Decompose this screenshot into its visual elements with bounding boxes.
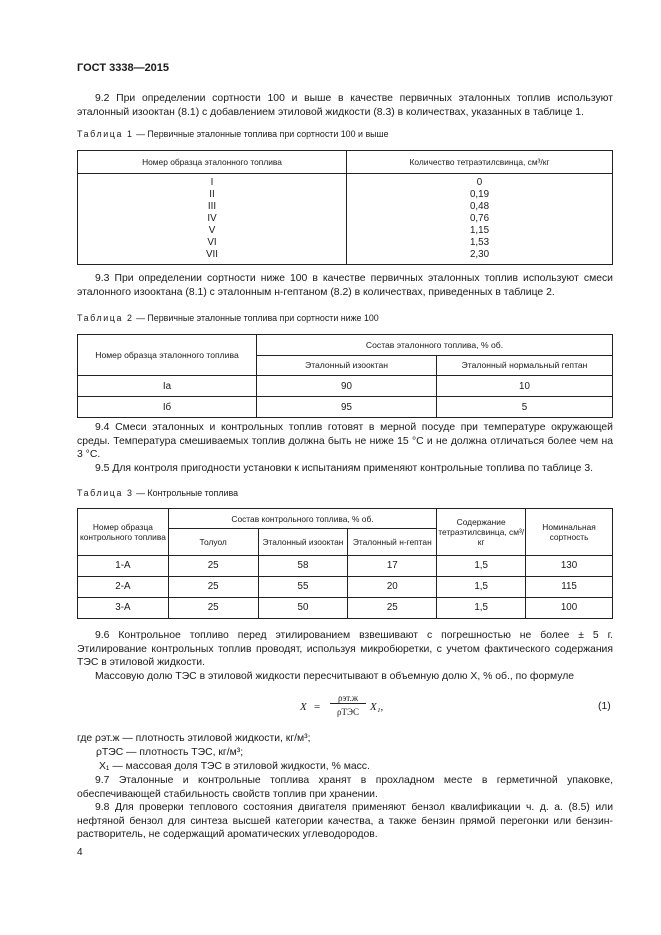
table3-row3-isooctane: 50	[258, 598, 348, 619]
table2-row2-number: Iб	[78, 397, 257, 418]
table1-caption-text: — Первичные эталонные топлива при сортности 100 и выше	[133, 129, 389, 139]
formula-denominator: ρТЭС	[337, 707, 359, 717]
table1-value: 1,53	[469, 237, 490, 248]
formula-where-1: где ρэт.ж — плотность этиловой жидкости, кг/м³;	[77, 733, 311, 744]
table3-row3-toluene: 25	[168, 598, 258, 619]
table2-row1-heptane: 10	[437, 376, 613, 397]
table1-number: IV	[207, 213, 217, 224]
table1-number: V	[208, 225, 216, 236]
table3-row2-isooctane: 55	[258, 577, 348, 598]
table3-caption	[77, 488, 238, 498]
table3-row2-toluene: 25	[168, 577, 258, 598]
paragraph-9-6: 9.6 Контрольное топливо перед этилированием взвешивают с погрешностью не более ± 5 г. Этилирование контрольных топлив проводят, используя микробюретки, с учетом фактического содержания ТЭС в этиловой жидкости.	[77, 630, 613, 669]
table3-caption-text: — Контрольные топлива	[133, 488, 239, 498]
table1-number: VII	[206, 249, 218, 260]
formula-where-2: ρТЭС — плотность ТЭС, кг/м³;	[96, 747, 244, 758]
table2-caption-label: Таблица 2	[77, 313, 134, 323]
formula-where-3: X₁ — массовая доля ТЭС в этиловой жидкости, % масс.	[99, 761, 370, 772]
paragraph-9-5: 9.5 Для контроля пригодности установки к испытаниям применяют контрольные топлива по таблице 3.	[95, 463, 593, 474]
table3-header-heptane: Эталонный н-гептан	[348, 529, 437, 556]
table1-value: 0,48	[469, 201, 490, 212]
table1-value: 0	[476, 177, 483, 188]
table2-header-heptane: Эталонный нормальный гептан	[437, 355, 613, 376]
table1-header-tes: Количество тетраэтилсвинца, см³/кг	[347, 151, 613, 174]
table1-value: 0,19	[469, 189, 490, 200]
paragraph-9-2: 9.2 При определении сортности 100 и выше в качестве первичных эталонных топлив используют эталонный изооктан (8.1) с добавлением этиловой жидкости (8.3) в количествах, указанных в таблице 1.	[77, 93, 613, 118]
formula-numerator: ρэт.ж	[330, 693, 366, 704]
table-1	[77, 150, 613, 265]
table3-header-group: Состав контрольного топлива, % об.	[168, 509, 436, 529]
document-header: ГОСТ 3338—2015	[77, 62, 170, 74]
table2-row1-number: Iа	[78, 376, 257, 397]
table1-caption-label: Таблица 1	[77, 129, 134, 139]
table3-row2-nominal: 115	[526, 577, 613, 598]
table3-header-nominal: Номинальная сортность	[526, 509, 613, 556]
table3-row1-heptane: 17	[348, 556, 437, 577]
table3-row2-heptane: 20	[348, 577, 437, 598]
table3-row3-nominal: 100	[526, 598, 613, 619]
paragraph-9-7: 9.7 Эталонные и контрольные топлива хранят в прохладном месте в герметичной упаковке, обеспечивающей стабильность свойств топлив при хранении.	[77, 775, 613, 800]
paragraph-9-4: 9.4 Смеси эталонных и контрольных топлив готовят в мерной посуде при температуре окружающей среды. Температура смешиваемых топлив должна быть не ниже 15 °С и не должна отличаться более чем на 3 °С.	[77, 422, 613, 461]
table-3	[77, 508, 613, 619]
paragraph-9-6-formula-intro: Массовую долю ТЭС в этиловой жидкости пересчитывают в объемную долю X, % об., по формуле	[95, 671, 575, 682]
table1-value: 0,76	[469, 213, 490, 224]
table3-caption-label: Таблица 3	[77, 488, 134, 498]
table2-caption-text: — Первичные эталонные топлива при сортности ниже 100	[133, 313, 379, 323]
table1-number: VI	[207, 237, 217, 248]
formula-lhs: X	[300, 701, 307, 713]
table1-number: I	[210, 177, 214, 188]
table1-values-cell	[347, 174, 613, 265]
table2-row2-heptane: 5	[437, 397, 613, 418]
table3-row1-number: 1-А	[78, 556, 169, 577]
table1-number: III	[207, 201, 217, 212]
table3-row3-tes: 1,5	[437, 598, 526, 619]
table1-number: II	[209, 189, 215, 200]
table3-header-isooctane: Эталонный изооктан	[258, 529, 348, 556]
formula-number: (1)	[598, 701, 611, 712]
table2-header-number: Номер образца эталонного топлива	[78, 335, 257, 376]
table3-row1-isooctane: 58	[258, 556, 348, 577]
table-2	[77, 334, 613, 418]
table2-header-isooctane: Эталонный изооктан	[257, 355, 437, 376]
table3-row3-number: 3-А	[78, 598, 169, 619]
table3-row2-number: 2-А	[78, 577, 169, 598]
formula-equals: =	[314, 701, 321, 713]
table2-row2-isooctane: 95	[257, 397, 437, 418]
table3-row2-tes: 1,5	[437, 577, 526, 598]
table3-header-toluene: Толуол	[168, 529, 258, 556]
formula-rhs: X₁,	[370, 701, 384, 713]
table1-value: 2,30	[469, 249, 490, 260]
table1-value: 1,15	[469, 225, 490, 236]
table3-row1-toluene: 25	[168, 556, 258, 577]
table3-header-number: Номер образца контрольного топлива	[78, 509, 169, 556]
table1-numbers-cell	[78, 174, 347, 265]
table2-row1-isooctane: 90	[257, 376, 437, 397]
page-number: 4	[77, 847, 83, 858]
table3-header-tes: Содержание тетраэтилсвинца, см³/кг	[437, 509, 526, 556]
table3-row3-heptane: 25	[348, 598, 437, 619]
table1-caption	[77, 129, 389, 139]
table3-row1-nominal: 130	[526, 556, 613, 577]
paragraph-9-3: 9.3 При определении сортности ниже 100 в качестве первичных эталонных топлив используют смеси эталонного изооктана (8.1) с эталонным н-гептаном (8.2) в количествах, приведенных в таблице 2.	[77, 273, 613, 298]
table2-header-group: Состав эталонного топлива, % об.	[257, 335, 613, 356]
table1-header-number: Номер образца эталонного топлива	[78, 151, 347, 174]
table2-caption	[77, 313, 379, 323]
paragraph-9-8: 9.8 Для проверки теплового состояния двигателя применяют бензол квалификации ч. д. а. (8.5) или нефтяной бензол для синтеза высшей категории качества, а также бензин прямой перегонки или бензин-растворитель, не содержащий ароматических углеводородов.	[77, 802, 613, 841]
table3-row1-tes: 1,5	[437, 556, 526, 577]
